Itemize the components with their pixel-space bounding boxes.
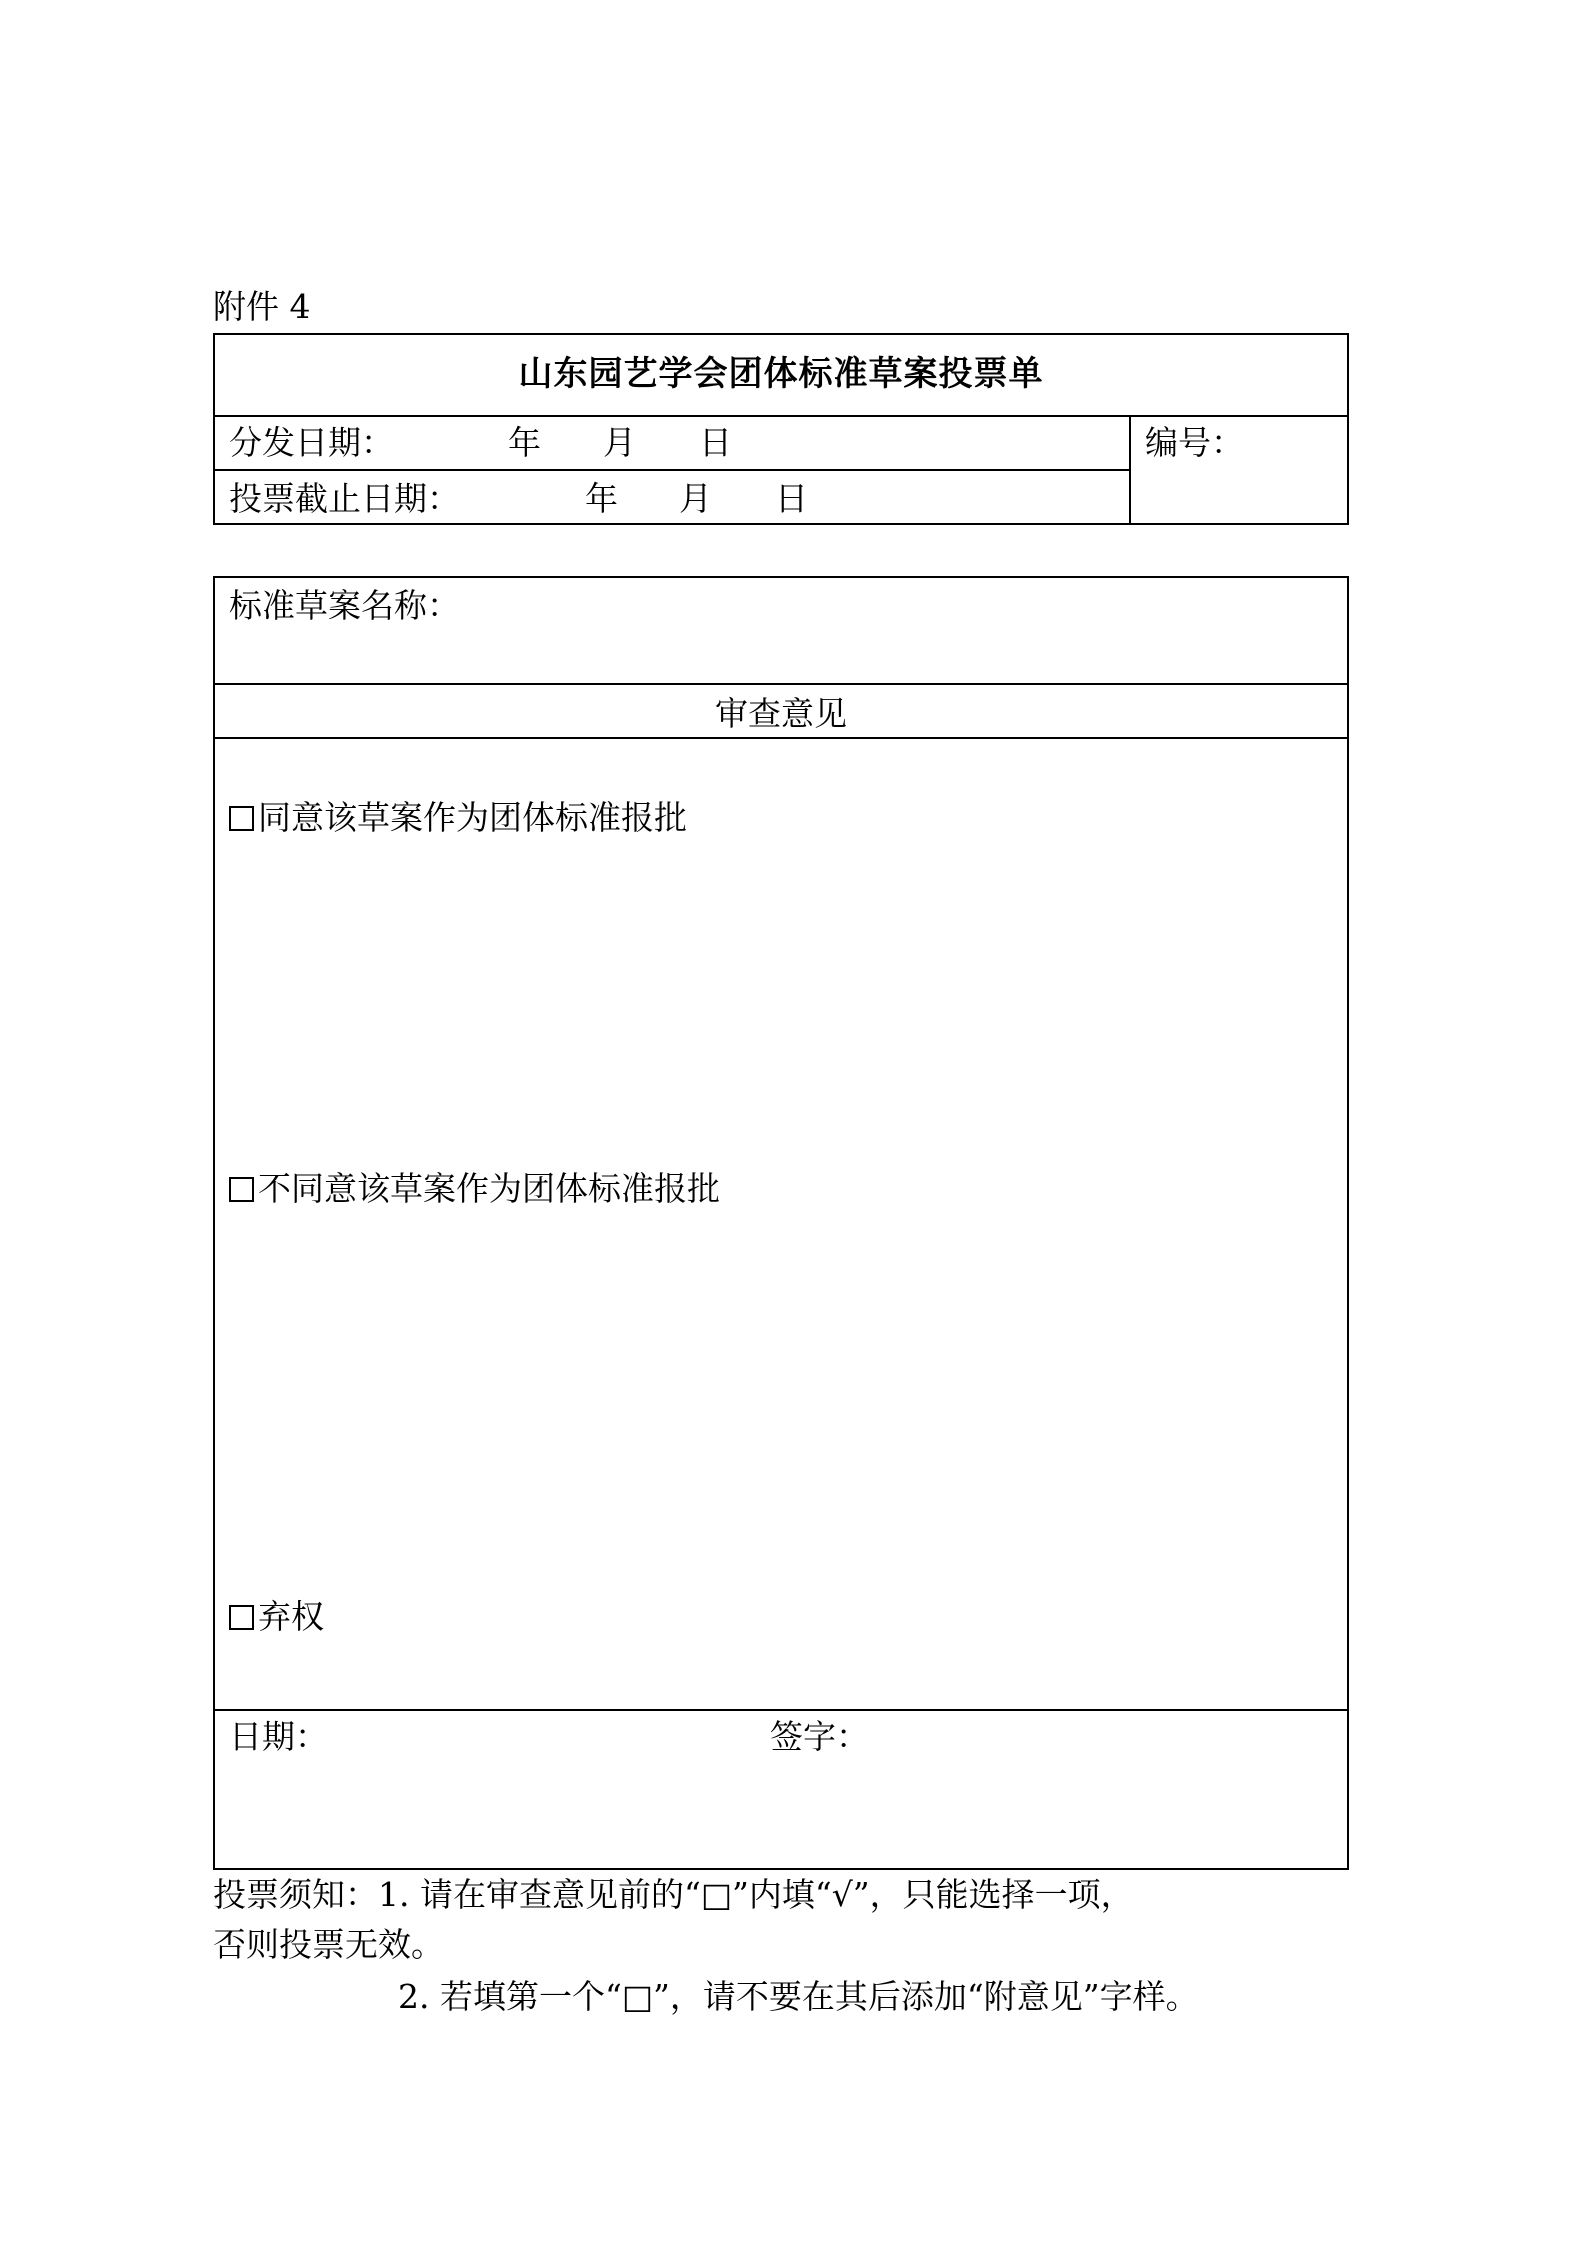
option-abstain[interactable] [229,1597,324,1637]
signature-label: 签字： [770,1717,869,1756]
option-abstain-label: 弃权 [258,1597,324,1636]
signature-row-divider [213,1709,1349,1711]
header-divider [213,415,1349,417]
voting-note-line-3: 2. 若填第一个“□”，请不要在其后添加“附意见”字样。 [398,1977,1199,2016]
deadline-date-day: 日 [775,479,808,518]
draft-name-divider [213,683,1349,685]
option-disapprove-label: 不同意该草案作为团体标准报批 [258,1169,720,1208]
distribute-date-label: 分发日期： [229,423,394,462]
distribute-date-day: 日 [699,423,732,462]
ballot-title: 山东园艺学会团体标准草案投票单 [518,354,1044,394]
abstain-checkbox[interactable] [229,1605,254,1630]
deadline-date-year: 年 [585,479,618,518]
draft-name-label: 标准草案名称： [229,586,460,625]
option-disapprove[interactable] [229,1169,720,1209]
serial-number-label: 编号： [1145,423,1244,462]
approve-checkbox[interactable] [229,806,254,831]
deadline-date-label: 投票截止日期： [229,479,460,518]
review-header-divider [213,737,1349,739]
review-header: 审查意见 [715,694,847,733]
serial-column-divider [1129,415,1131,525]
date-label: 日期： [229,1717,328,1756]
vote-table [213,576,1349,1870]
attachment-label: 附件 4 [213,287,311,326]
distribute-date-month: 月 [603,423,636,462]
distribute-date-year: 年 [508,423,541,462]
date-row-divider [213,469,1131,471]
voting-note-line-2: 否则投票无效。 [213,1925,444,1964]
option-approve-label: 同意该草案作为团体标准报批 [258,798,687,837]
disapprove-checkbox[interactable] [229,1177,254,1202]
deadline-date-month: 月 [679,479,712,518]
option-approve[interactable] [229,798,687,838]
voting-note-line-1: 投票须知：1. 请在审查意见前的“□”内填“√”，只能选择一项， [213,1875,1134,1914]
